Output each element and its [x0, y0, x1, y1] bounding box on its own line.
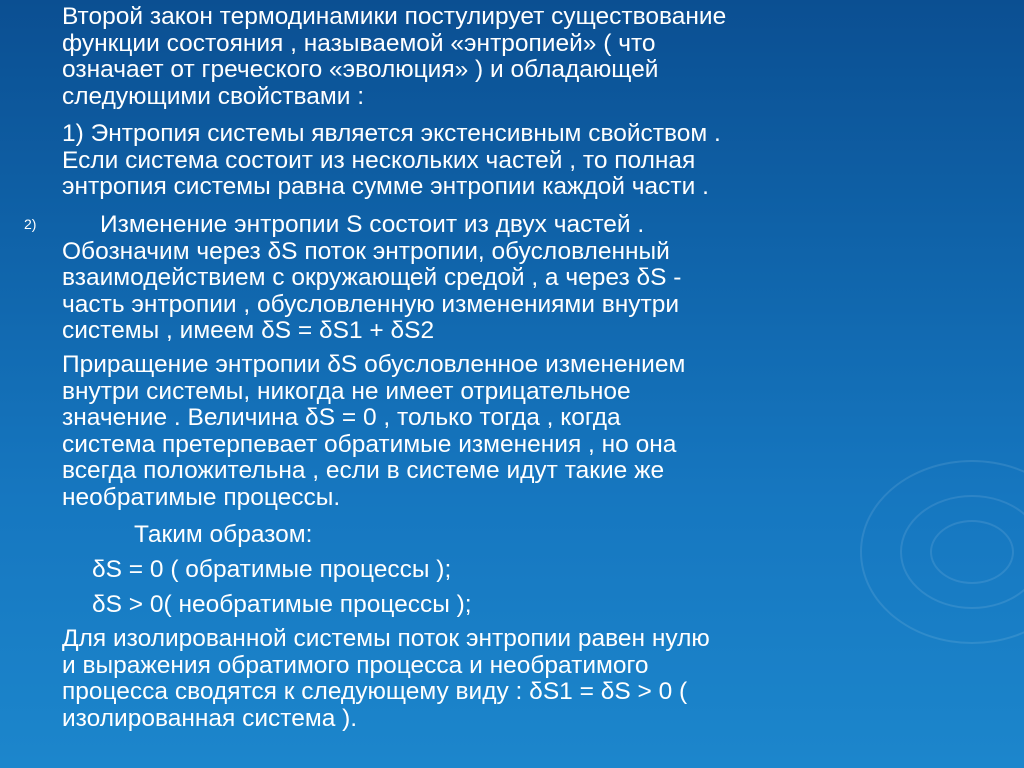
- text-line: Если система состоит из нескольких частей , то полная: [62, 146, 696, 174]
- text-line: всегда положительна , если в системе идут такие же: [62, 457, 665, 485]
- formula-irreversible: [62, 592, 930, 619]
- paragraph-conclusion: [62, 522, 972, 549]
- text-line: взаимодействием с окружающей средой , а через δS -: [62, 264, 682, 292]
- text-line: Для изолированной системы поток энтропии равен нулю: [62, 625, 710, 652]
- text-line: системы , имеем δS = δS1 + δS2: [62, 317, 435, 345]
- text-line: процесса сводятся к следующему виду : δS1 = δS > 0 (: [62, 678, 688, 706]
- text-line: значение . Величина δS = 0 , только тогда , когда: [62, 404, 621, 432]
- text-line: необратимые процессы.: [62, 483, 341, 511]
- paragraph-isolated-system: [62, 626, 900, 732]
- text-line: Таким образом:: [134, 521, 313, 548]
- text-line: внутри системы, никогда не имеет отрицательное: [62, 377, 631, 405]
- text-line: часть энтропии , обусловленную изменениями внутри: [62, 290, 680, 318]
- text-line: изолированная система ).: [62, 704, 358, 732]
- formula-reversible: [62, 557, 930, 584]
- text-line: Приращение энтропии δS обусловленное изменением: [62, 351, 686, 378]
- text-line: следующими свойствами :: [62, 82, 365, 110]
- text-line: δS = 0 ( обратимые процессы );: [92, 556, 452, 583]
- text-line: энтропия системы равна сумме энтропии каждой части .: [62, 173, 709, 201]
- text-line: 1) Энтропия системы является экстенсивным свойством .: [62, 120, 721, 147]
- paragraph-property-1: [62, 121, 900, 201]
- paragraph-entropy-increment: [62, 352, 900, 512]
- list-number: 2): [24, 216, 37, 232]
- text-line: система претерпевает обратимые изменения , но она: [62, 430, 677, 458]
- paragraph-intro: [62, 4, 900, 110]
- paragraph-property-2: [24, 211, 900, 345]
- text-line-content: Изменение энтропии S состоит из двух частей .: [100, 211, 645, 238]
- text-line: Второй закон термодинамики постулирует существование: [62, 3, 727, 30]
- text-line: [24, 211, 900, 239]
- text-line: δS > 0( необратимые процессы );: [92, 591, 472, 618]
- text-line: функции состояния , называемой «энтропией» ( что: [62, 29, 656, 57]
- text-line: и выражения обратимого процесса и необратимого: [62, 651, 649, 679]
- text-line: означает от греческого «эволюция» ) и обладающей: [62, 56, 659, 84]
- text-line: Обозначим через δS поток энтропии, обусловленный: [62, 237, 670, 265]
